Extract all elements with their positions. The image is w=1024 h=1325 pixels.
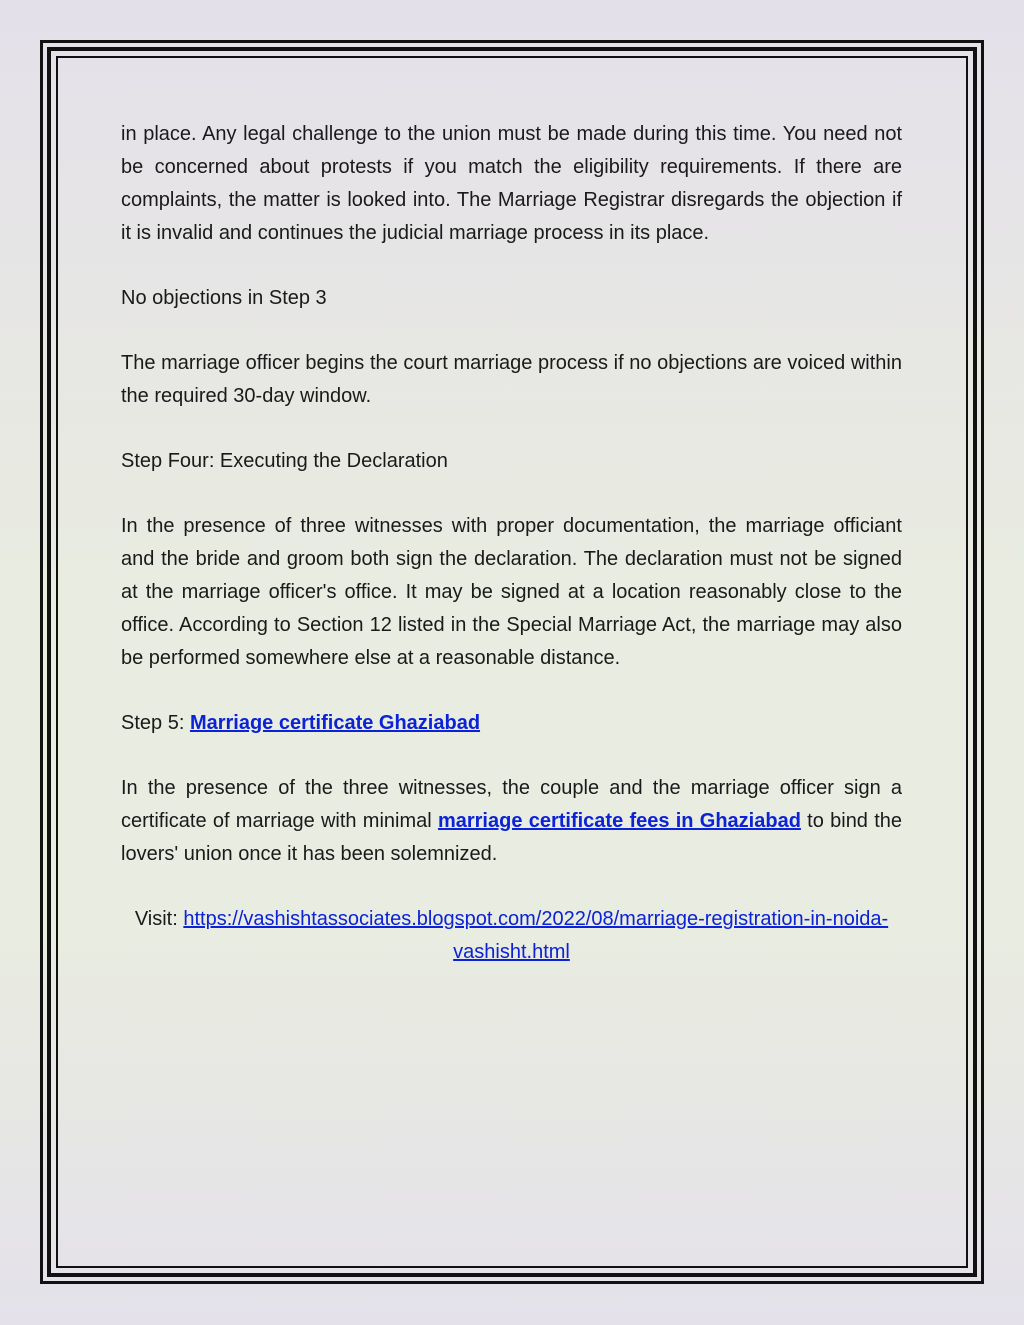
document-body — [121, 118, 902, 1001]
paragraph-certificate — [121, 772, 902, 871]
certificate-fees-ghaziabad-link[interactable]: marriage certificate fees in Ghaziabad — [437, 810, 801, 832]
paragraph-objection-period: in place. Any legal challenge to the union must be made during this time. You need not be concerned about protests if you match the eligibility requirements. If there are complaints, the matter is looked into. The Marriage Registrar disregards the objection if it is invalid and continues the judicial marriage process in its place. — [121, 123, 902, 244]
paragraph-declaration: In the presence of three witnesses with proper documentation, the marriage officiant and the bride and groom both sign the declaration. The declaration must not be signed at the marriage officer's office. It may be signed at a location reasonably close to the office. According to Section 12 listed in the Special Marriage Act, the marriage may also be performed somewhere else at a reasonable distance. — [121, 515, 902, 669]
visit-label: Visit: — [134, 908, 184, 930]
paragraph-no-objections: The marriage officer begins the court marriage process if no objections are voiced within the required 30-day window. — [121, 352, 902, 407]
heading-step-5 — [121, 707, 902, 740]
paragraph-certificate-text-after: to bind the lovers' union once it has been solemnized. — [121, 810, 902, 865]
marriage-certificate-ghaziabad-link[interactable]: Marriage certificate Ghaziabad — [189, 712, 481, 734]
heading-step-4: Step Four: Executing the Declaration — [121, 450, 448, 472]
visit-url-link[interactable]: https://vashishtassociates.blogspot.com/2022/08/marriage-registration-in-noida-vashisht.html — [183, 908, 889, 963]
paragraph-certificate-text-before: In the presence of the three witnesses, the couple and the marriage officer sign a certificate of marriage with minimal — [121, 777, 902, 832]
visit-line — [121, 903, 902, 969]
heading-step-5-prefix: Step 5: — [121, 712, 190, 734]
heading-step-3: No objections in Step 3 — [121, 287, 327, 309]
